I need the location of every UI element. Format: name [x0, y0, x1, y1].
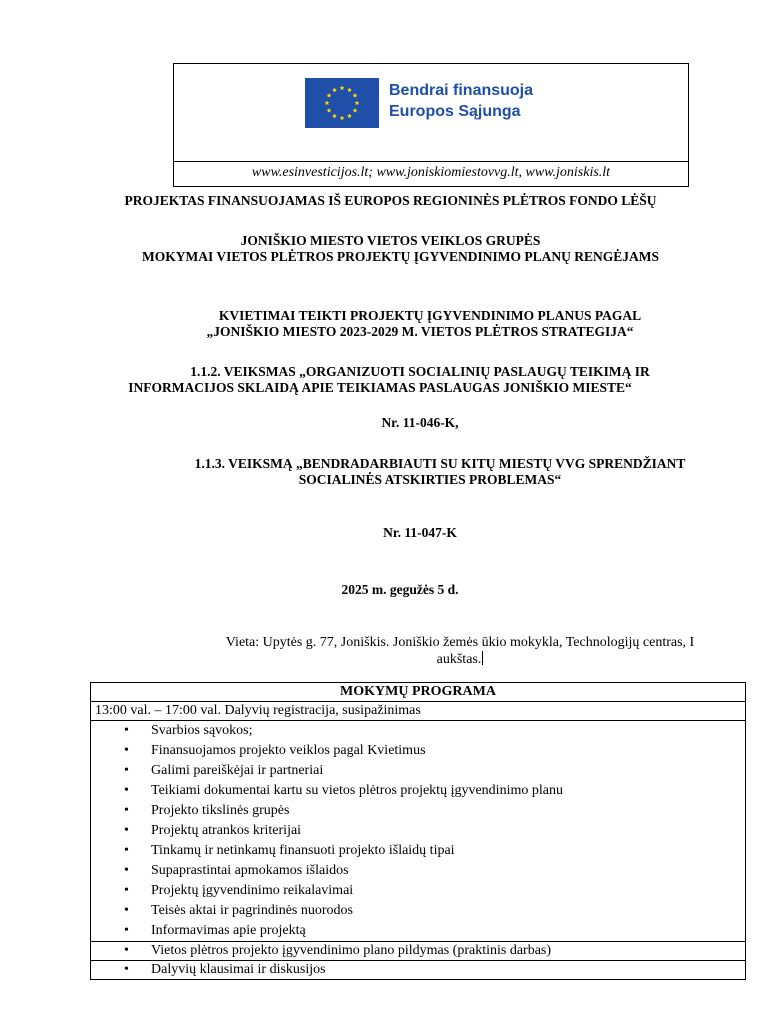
action-1-line-2: INFORMACIJOS SKLAIDĄ APIE TEIKIAMAS PASLAUGAS JONIŠKIO MIESTE“ [128, 380, 632, 395]
funding-line: PROJEKTAS FINANSUOJAMAS IŠ EUROPOS REGIONINĖS PLĖTROS FONDO LĖŠŲ [124, 193, 657, 208]
eu-star-icon [332, 113, 337, 118]
location-line-2 [160, 651, 760, 668]
list-item: • Svarbios sąvokos; [91, 721, 745, 741]
list-item: • Supaprastintai apmokamos išlaidos [91, 861, 745, 881]
logo-line-1: Bendrai finansuoja [389, 82, 534, 99]
calls-line-1: KVIETIMAI TEIKTI PROJEKTŲ ĮGYVENDINIMO PLANUS PAGAL [218, 308, 642, 323]
training-title: MOKYMAI VIETOS PLĖTROS PROJEKTŲ ĮGYVENDINIMO PLANŲ RENGĖJAMS [141, 249, 660, 264]
action-1-line-1: 1.1.2. VEIKSMAS „ORGANIZUOTI SOCIALINIŲ PASLAUGŲ TEIKIMĄ IR [190, 364, 650, 379]
action-2-number: Nr. 11-047-K [383, 525, 457, 540]
eu-star-icon [327, 93, 332, 98]
list-item: • Finansuojamos projekto veiklos pagal Kvietimus [91, 741, 745, 761]
org-title: JONIŠKIO MIESTO VIETOS VEIKLOS GRUPĖS [240, 233, 541, 248]
eu-star-icon [340, 115, 345, 120]
action-1-number: Nr. 11-046-K, [381, 415, 459, 430]
list-item: • Projektų atrankos kriterijai [91, 821, 745, 841]
list-item: • Informavimas apie projektą [91, 921, 745, 941]
eu-star-icon [347, 113, 352, 118]
eu-star-icon [327, 108, 332, 113]
logo-line-2: Europos Sąjunga [389, 103, 521, 120]
eu-star-icon [353, 108, 358, 113]
event-date: 2025 m. gegužės 5 d. [341, 582, 459, 597]
action-2-line-2: SOCIALINĖS ATSKIRTIES PROBLEMAS“ [298, 472, 562, 487]
funding-header-box [173, 63, 689, 187]
location-line-1: Vieta: Upytės g. 77, Joniškis. Joniškio žemės ūkio mokykla, Technologijų centras, I [225, 635, 695, 650]
eu-star-icon [347, 87, 352, 92]
location-line-2-text: aukštas. [436, 652, 482, 667]
list-item: • Tinkamų ir netinkamų finansuoti projekto išlaidų tipai [91, 841, 745, 861]
calls-line-2: „JONIŠKIO MIESTO 2023-2029 M. VIETOS PLĖTROS STRATEGIJA“ [206, 324, 634, 339]
program-title: MOKYMŲ PROGRAMA [340, 684, 496, 699]
discussion-row [91, 960, 745, 979]
eu-star-icon [325, 100, 330, 105]
list-item: • Vietos plėtros projekto įgyvendinimo plano pildymas (praktinis darbas) [91, 942, 745, 960]
event-location [160, 634, 760, 668]
list-item: • Teisės aktai ir pagrindinės nuorodos [91, 901, 745, 921]
action-2-line-1: 1.1.3. VEIKSMĄ „BENDRADARBIAUTI SU KITŲ MIESTŲ VVG SPRENDŽIANT [194, 456, 686, 471]
header-divider [174, 161, 688, 162]
eu-flag-icon [305, 78, 379, 128]
eu-star-icon [355, 100, 360, 105]
eu-funding-logo-text [389, 80, 533, 122]
topics-row [91, 720, 745, 941]
text-cursor [482, 651, 483, 665]
list-item: • Projekto tikslinės grupės [91, 801, 745, 821]
eu-star-icon [353, 93, 358, 98]
registration-row: 13:00 val. – 17:00 val. Dalyvių registracija, susipažinimas [91, 701, 745, 720]
practical-row [91, 941, 745, 960]
eu-star-icon [340, 85, 345, 90]
website-links: www.esinvesticijos.lt; www.joniskiomiestovvg.lt, www.joniskis.lt [251, 165, 611, 180]
list-item: • Projektų įgyvendinimo reikalavimai [91, 881, 745, 901]
eu-star-icon [332, 87, 337, 92]
program-table [90, 682, 746, 980]
list-item: • Teikiami dokumentai kartu su vietos plėtros projektų įgyvendinimo planu [91, 781, 745, 801]
topics-list [91, 721, 745, 941]
list-item: • Dalyvių klausimai ir diskusijos [91, 961, 745, 979]
list-item: • Galimi pareiškėjai ir partneriai [91, 761, 745, 781]
